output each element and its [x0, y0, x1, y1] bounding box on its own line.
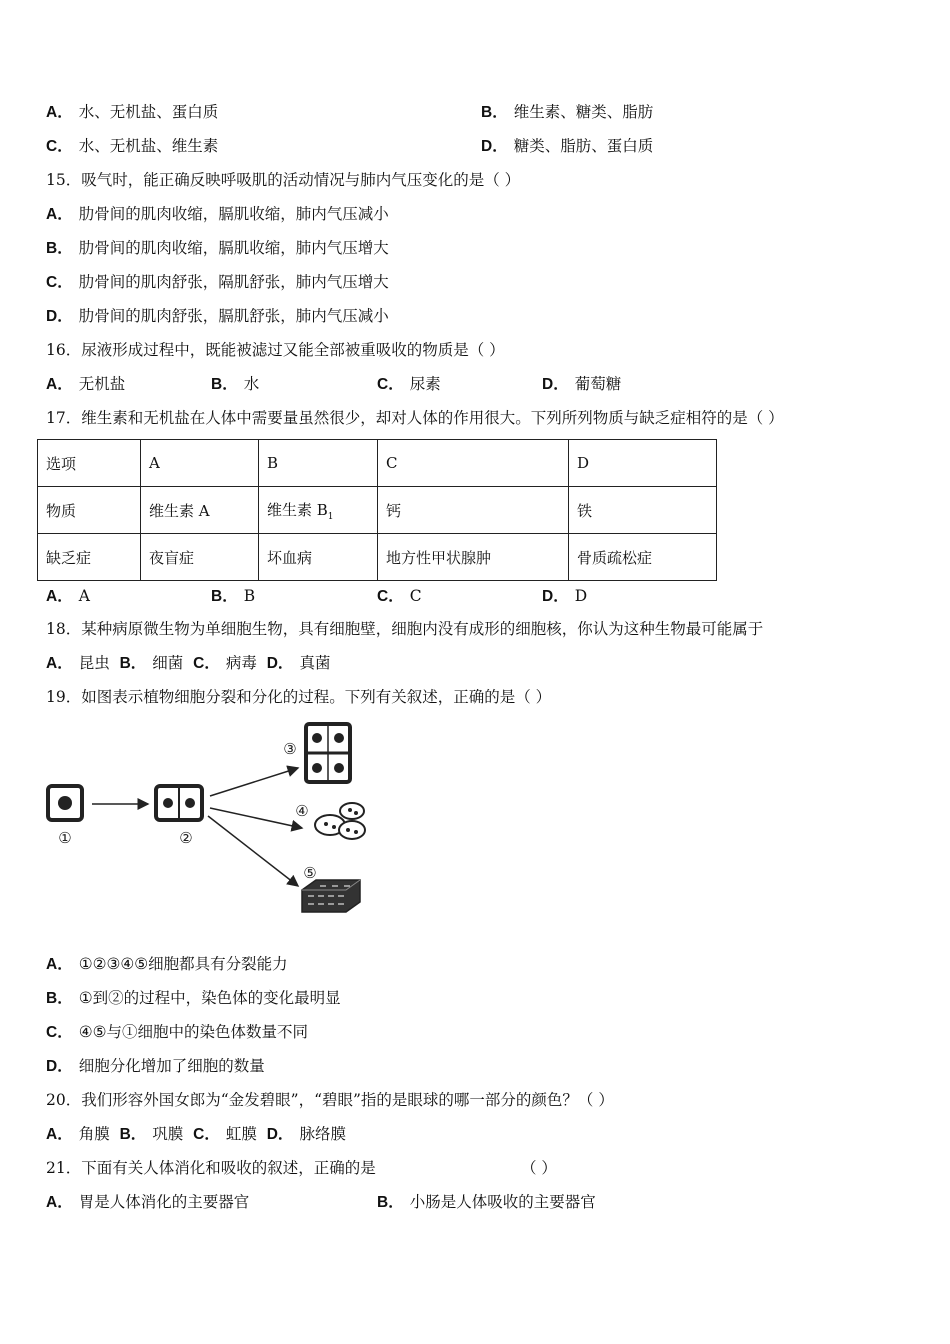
q17-option-b	[211, 585, 255, 608]
option-text: 肋骨间的肌肉收缩，膈肌收缩，肺内气压增大	[78, 239, 389, 257]
q15-option-a	[46, 203, 389, 226]
q20-options	[46, 1123, 346, 1146]
option-label: D．	[46, 1058, 73, 1075]
table-cell: 地方性甲状腺肿	[378, 534, 569, 581]
label-2: ②	[179, 829, 193, 847]
table-cell: D	[569, 440, 717, 487]
option-label: D．	[542, 588, 569, 605]
option-text: 维生素、糖类、脂肪	[513, 103, 654, 121]
q21-option-a	[46, 1191, 249, 1214]
table-row	[38, 487, 717, 534]
table-cell: A	[141, 440, 259, 487]
table-cell: 夜盲症	[141, 534, 259, 581]
option-label: C．	[193, 1126, 220, 1143]
table-cell: 骨质疏松症	[569, 534, 717, 581]
option-label: A．	[46, 956, 73, 973]
option-text: 病毒	[225, 654, 257, 672]
option-text: 昆虫	[78, 654, 110, 672]
option-label: B．	[377, 1194, 404, 1211]
option-text: 肋骨间的肌肉舒张，隔肌舒张，肺内气压增大	[78, 273, 389, 291]
q18-options	[46, 652, 330, 675]
option-label: B．	[211, 376, 238, 393]
q19-option-d	[46, 1055, 265, 1078]
q19-option-a	[46, 953, 288, 976]
q17-option-c	[377, 585, 422, 608]
q17-table	[37, 439, 717, 581]
q14-option-a	[46, 101, 218, 124]
option-text: 虹膜	[225, 1125, 257, 1143]
option-label: D．	[481, 138, 508, 155]
label-1: ①	[58, 829, 72, 847]
arrow-icon	[208, 816, 298, 886]
q19-option-b	[46, 987, 341, 1010]
table-cell: 选项	[38, 440, 141, 487]
option-label: B．	[211, 588, 238, 605]
table-cell: C	[378, 440, 569, 487]
option-text: C	[409, 587, 422, 605]
q15-option-c	[46, 271, 389, 294]
option-text: 小肠是人体吸收的主要器官	[409, 1193, 596, 1211]
arrow-icon	[210, 808, 302, 828]
label-3: ③	[283, 740, 297, 758]
option-text: 脉络膜	[299, 1125, 346, 1143]
option-label: D．	[266, 655, 294, 672]
option-text: D	[574, 587, 588, 605]
option-label: C．	[193, 655, 220, 672]
cell-3-icon	[306, 724, 350, 782]
option-label: A．	[46, 1126, 73, 1143]
q21-option-b	[377, 1191, 596, 1214]
option-label: B．	[46, 990, 73, 1007]
option-label: B．	[119, 1126, 147, 1143]
q19-option-c	[46, 1021, 308, 1044]
option-text: 水、无机盐、维生素	[78, 137, 219, 155]
cell-2-icon	[156, 786, 202, 820]
option-label: D．	[542, 376, 569, 393]
option-label: A．	[46, 206, 73, 223]
option-text: 糖类、脂肪、蛋白质	[513, 137, 654, 155]
q21-paren: （ ）	[521, 1159, 557, 1177]
cell-1-icon	[48, 786, 82, 820]
option-label: A．	[46, 655, 73, 672]
table-cell: 铁	[569, 487, 717, 534]
option-label: C．	[377, 376, 404, 393]
option-text: 水	[243, 375, 260, 393]
q20-stem: 20．我们形容外国女郎为“金发碧眼”，“碧眼”指的是眼球的哪一部分的颜色？（ ）	[46, 1091, 614, 1109]
q14-option-c	[46, 135, 218, 158]
q19-stem: 19．如图表示植物细胞分裂和分化的过程。下列有关叙述，正确的是（ ）	[46, 688, 552, 706]
q15-option-b	[46, 237, 389, 260]
option-text: 尿素	[409, 375, 441, 393]
table-cell: 钙	[378, 487, 569, 534]
cell-4-icon	[315, 803, 365, 839]
option-label: C．	[46, 138, 73, 155]
cell-division-figure	[40, 718, 380, 923]
option-text: 肋骨间的肌肉舒张，膈肌舒张，肺内气压减小	[78, 307, 389, 325]
option-label: B．	[119, 655, 147, 672]
q16-option-a	[46, 373, 125, 396]
arrow-icon	[210, 768, 298, 796]
option-text: 细菌	[152, 654, 184, 672]
option-text: 无机盐	[78, 375, 126, 393]
subscript: 1	[327, 511, 334, 522]
q16-stem: 16．尿液形成过程中，既能被滤过又能全部被重吸收的物质是（ ）	[46, 341, 505, 359]
option-text: 葡萄糖	[574, 375, 622, 393]
q16-option-b	[211, 373, 259, 396]
q16-option-d	[542, 373, 621, 396]
q16-option-c	[377, 373, 441, 396]
option-text: ①到②的过程中，染色体的变化最明显	[78, 989, 341, 1007]
q15-stem: 15．吸气时，能正确反映呼吸肌的活动情况与肺内气压变化的是（ ）	[46, 171, 521, 189]
option-text: 胃是人体消化的主要器官	[78, 1193, 250, 1211]
option-text: 角膜	[78, 1125, 110, 1143]
option-text: 细胞分化增加了细胞的数量	[78, 1057, 265, 1075]
option-label: C．	[46, 1024, 73, 1041]
table-cell: 维生素 A	[141, 487, 259, 534]
table-cell: 坏血病	[259, 534, 378, 581]
option-text: A	[78, 587, 90, 605]
option-label: C．	[377, 588, 404, 605]
table-row	[38, 440, 717, 487]
table-cell: 物质	[38, 487, 141, 534]
label-5: ⑤	[303, 864, 317, 882]
option-label: B．	[46, 240, 73, 257]
option-text: 巩膜	[152, 1125, 184, 1143]
table-cell: B	[259, 440, 378, 487]
q21-stem: 21．下面有关人体消化和吸收的叙述，正确的是	[46, 1159, 376, 1177]
option-label: B．	[481, 104, 508, 121]
label-4: ④	[295, 802, 309, 820]
q17-option-a	[46, 585, 90, 608]
q17-stem: 17．维生素和无机盐在人体中需要量虽然很少，却对人体的作用很大。下列所列物质与缺乏症相符的是（ ）	[46, 409, 784, 427]
option-label: C．	[46, 274, 73, 291]
option-label: D．	[46, 308, 73, 325]
option-label: A．	[46, 376, 73, 393]
option-label: A．	[46, 104, 73, 121]
option-label: A．	[46, 588, 73, 605]
option-text: 真菌	[299, 654, 331, 672]
q15-option-d	[46, 305, 389, 328]
q17-option-d	[542, 585, 587, 608]
option-text: 水、无机盐、蛋白质	[78, 103, 219, 121]
option-text: 肋骨间的肌肉收缩，膈肌收缩，肺内气压减小	[78, 205, 389, 223]
option-text: ④⑤与①细胞中的染色体数量不同	[78, 1023, 308, 1041]
table-row	[38, 534, 717, 581]
table-cell: 缺乏症	[38, 534, 141, 581]
option-label: D．	[266, 1126, 294, 1143]
option-text: ①②③④⑤细胞都具有分裂能力	[78, 955, 288, 973]
table-cell	[259, 487, 378, 534]
cell-text: 维生素 B	[267, 500, 328, 519]
cell-5-icon	[302, 880, 360, 912]
q14-option-d	[481, 135, 653, 158]
q18-stem: 18．某种病原微生物为单细胞生物，具有细胞壁，细胞内没有成形的细胞核，你认为这种生物最可能属于	[46, 620, 764, 638]
option-label: A．	[46, 1194, 73, 1211]
q14-option-b	[481, 101, 653, 124]
option-text: B	[243, 587, 256, 605]
